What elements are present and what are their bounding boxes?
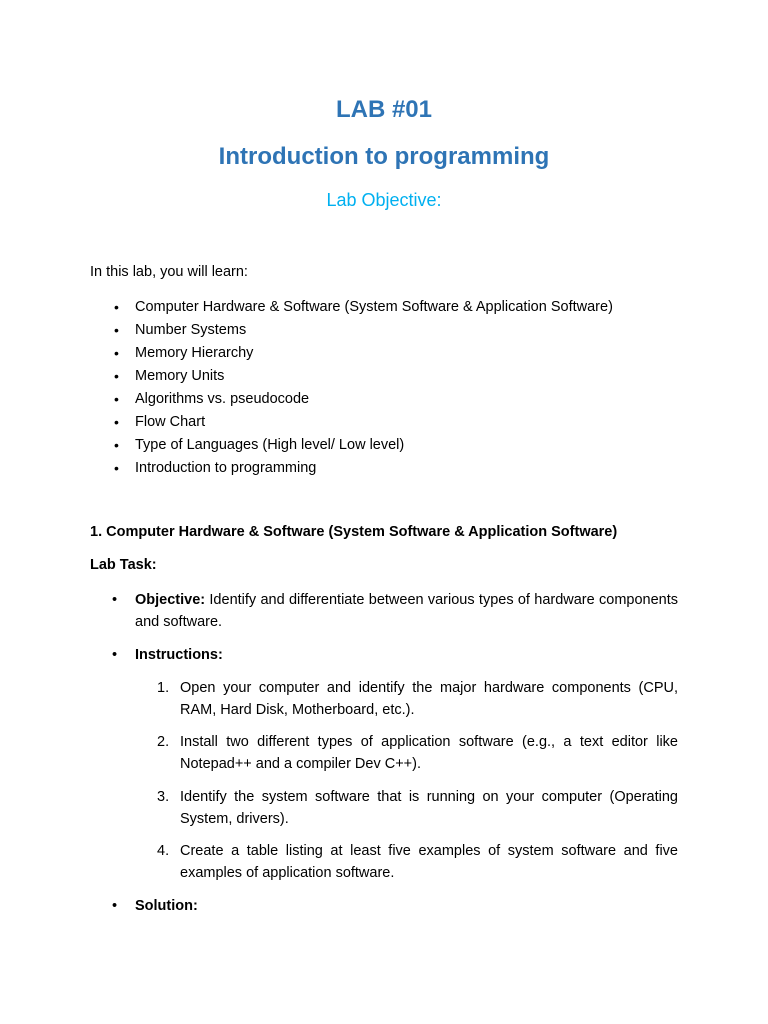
objective-text: Identify and differentiate between various types of hardware components and software. (135, 592, 678, 630)
lab-title-heading: Introduction to programming (218, 143, 550, 170)
list-item: • Computer Hardware & Software (System Software & Application Software) (114, 299, 613, 315)
list-item: • Flow Chart (114, 414, 206, 430)
bullet-icon: • (112, 647, 118, 663)
bullet-icon: • (112, 898, 118, 914)
solution-item (90, 895, 678, 917)
bullet-icon: • (114, 368, 119, 384)
objective-label: Objective: (135, 592, 206, 608)
lab-task-label: Lab Task: (90, 557, 157, 573)
objective-item (90, 589, 678, 633)
list-item: • Type of Languages (High level/ Low level) (114, 437, 405, 453)
instructions-item (90, 644, 678, 666)
list-item: • Number Systems (114, 322, 247, 338)
bullet-icon: • (114, 460, 119, 476)
section-heading: 1. Computer Hardware & Software (System Software & Application Software) (90, 524, 618, 540)
list-item: • Algorithms vs. pseudocode (114, 391, 310, 407)
solution-label: Solution: (135, 898, 198, 914)
list-item: • Memory Hierarchy (114, 345, 254, 361)
bullet-icon: • (114, 322, 119, 338)
topics-list (90, 297, 613, 481)
bullet-icon: • (112, 592, 118, 608)
list-item: • Introduction to programming (114, 460, 317, 476)
bullet-icon: • (114, 437, 119, 453)
list-item: 4. Create a table listing at least five examples of system software and five examples of application software. (157, 843, 678, 881)
list-item: 2. Install two different types of application software (e.g., a text editor like Notepad++ and a compiler Dev C++). (157, 734, 678, 772)
intro-text: In this lab, you will learn: (90, 264, 248, 280)
lab-objective-heading: Lab Objective: (326, 190, 442, 210)
lab-number-heading: LAB #01 (335, 96, 433, 123)
list-item: 3. Identify the system software that is running on your computer (Operating System, drivers). (157, 789, 678, 827)
bullet-icon: • (114, 345, 119, 361)
bullet-icon: • (114, 414, 119, 430)
bullet-icon: • (114, 299, 119, 315)
instructions-label: Instructions: (135, 647, 223, 663)
bullet-icon: • (114, 391, 119, 407)
list-item: 1. Open your computer and identify the major hardware components (CPU, RAM, Hard Disk, Motherboard, etc.). (157, 680, 678, 718)
list-item: • Memory Units (114, 368, 225, 384)
